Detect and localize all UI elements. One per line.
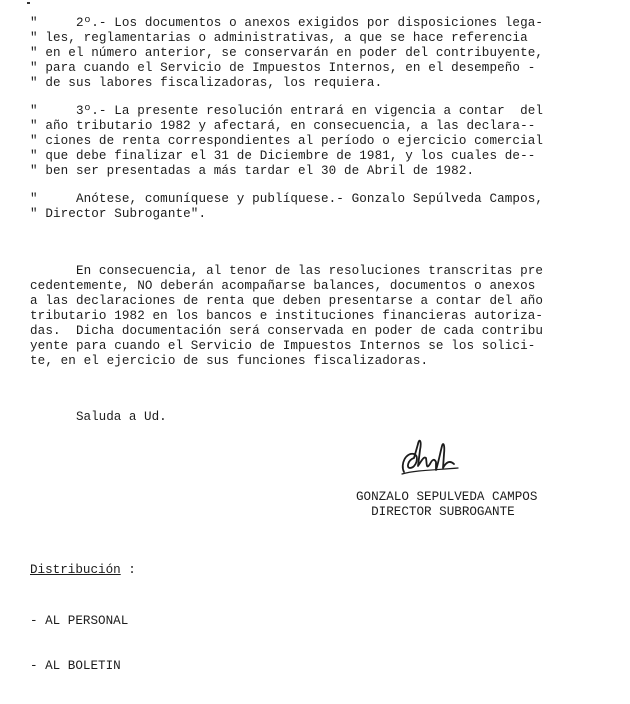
- signer-title: DIRECTOR SUBROGANTE: [371, 505, 515, 519]
- list-item: - AL BOLETIN: [30, 659, 121, 673]
- paragraph-conclusion: En consecuencia, al tenor de las resoluciones transcritas pre cedentemente, NO deberán acompañarse balances, documentos o anexos a las declaraciones de renta que deben presentarse a contar del año tributario 1982 en los bancos e instituciones financieras autoriza- das. Dicha documentación será conservada en poder de cada contribu yente para cuando el Servicio de Impuestos Internos se los solici- te, en el ejercicio de sus funciones fiscalizadoras.: [30, 264, 544, 368]
- paragraph-publication: " Anótese, comuníquese y publíquese.- Gonzalo Sepúlveda Campos, " Director Subrogante".: [30, 192, 544, 221]
- closing-salutation: Saluda a Ud.: [76, 410, 167, 424]
- handwritten-signature: [396, 434, 466, 482]
- list-item: - AL PERSONAL: [30, 614, 129, 628]
- distribution-heading: Distribución :: [30, 563, 136, 577]
- signer-name: GONZALO SEPULVEDA CAMPOS: [356, 490, 538, 504]
- scan-mark: [27, 2, 30, 4]
- paragraph-item-2: " 2º.- Los documentos o anexos exigidos por disposiciones lega- " les, reglamentarias o administrativas, a que se hace referencia " en el número anterior, se conservarán en poder del contribuyente, " para cuando el Servicio de Impuestos Internos, en el desempeño - " de sus labores fiscalizadoras, los requiera.: [30, 16, 544, 90]
- paragraph-item-3: " 3º.- La presente resolución entrará en vigencia a contar del " año tributario 1982 y afectará, en consecuencia, a las declara-- " ciones de renta correspondientes al período o ejercicio comercial " que debe finalizar el 31 de Diciembre de 1981, y los cuales de-- " ben ser presentadas a más tardar el 30 de Abril de 1982.: [30, 104, 544, 178]
- distribution-list: [30, 584, 128, 704]
- distribution-label: Distribución: [30, 563, 121, 577]
- signer-block: [356, 490, 537, 520]
